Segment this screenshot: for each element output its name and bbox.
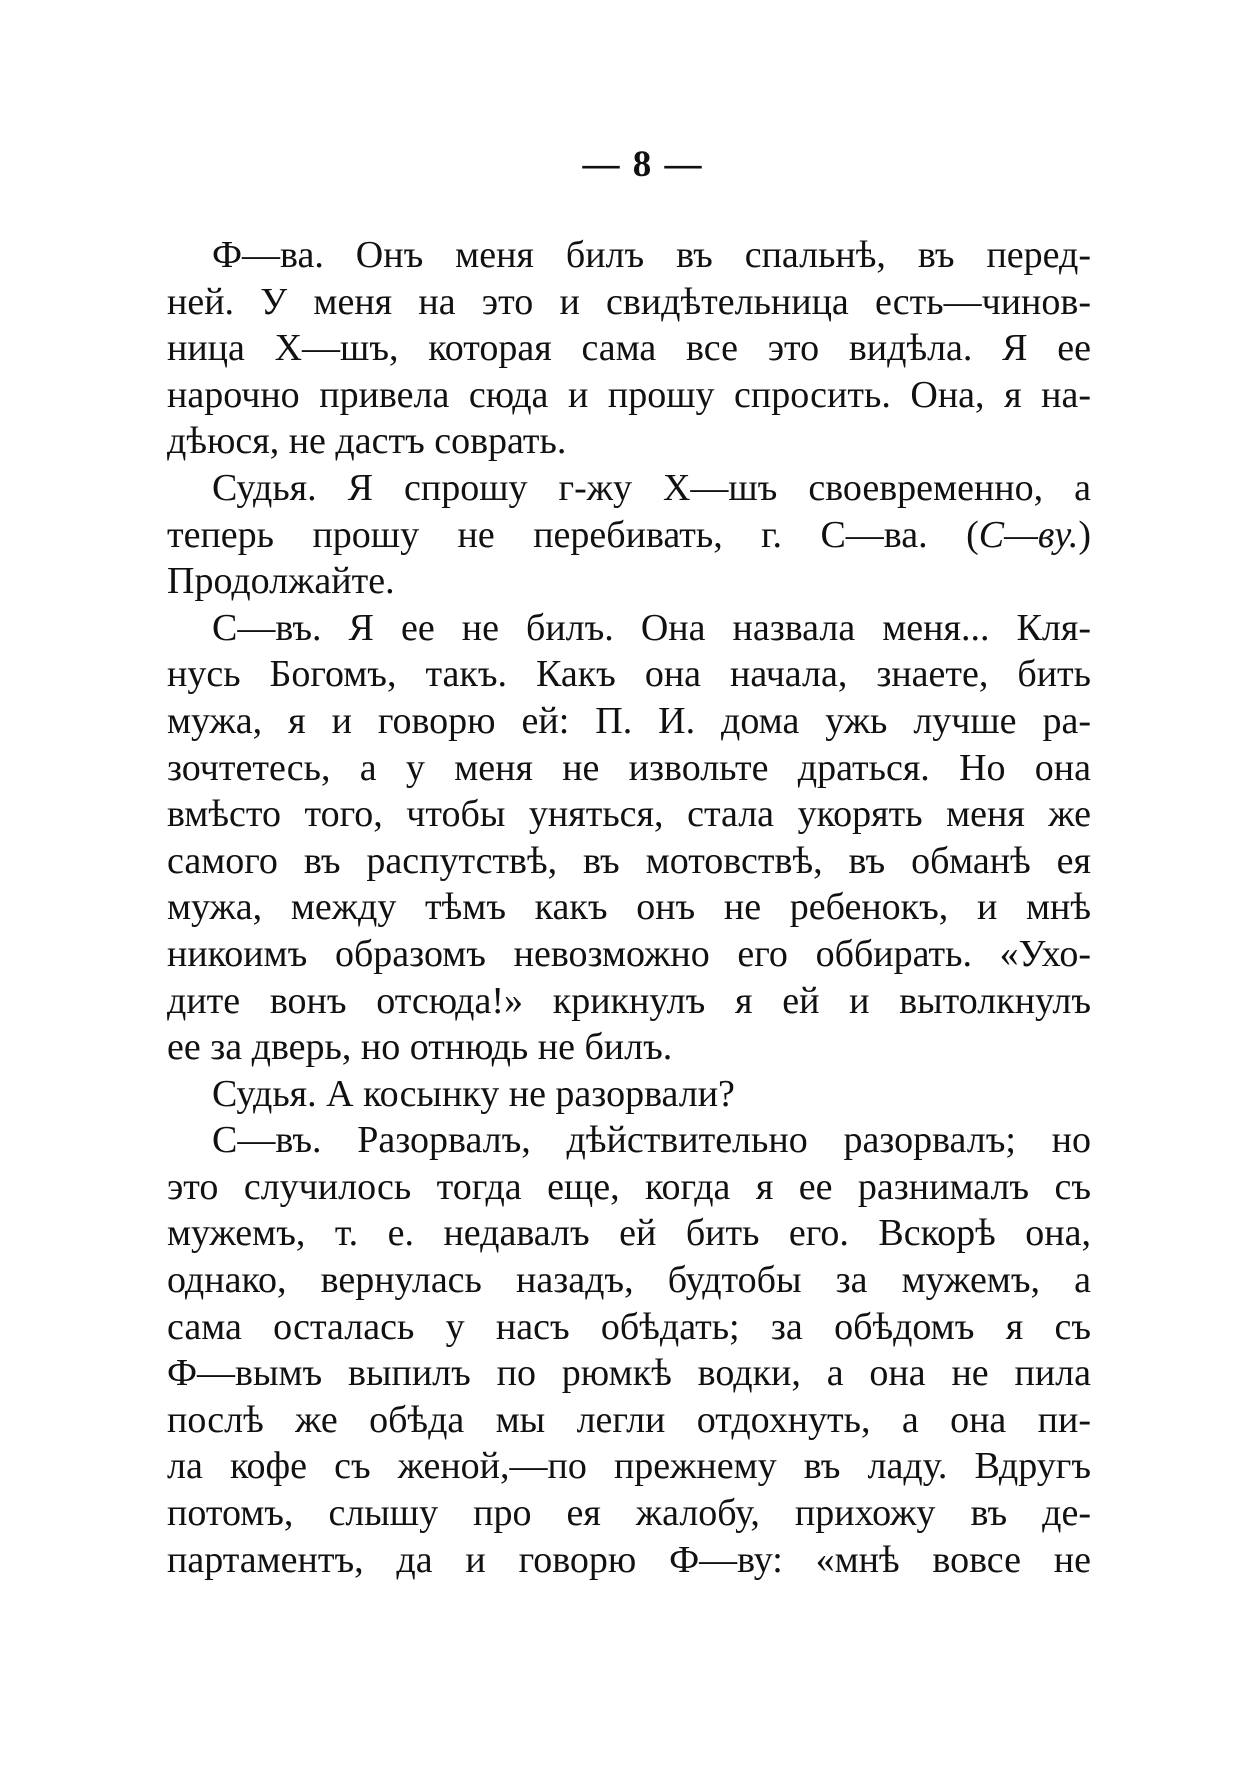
text-line: сама осталась у насъ обѣдать; за обѣдомъ я съ (167, 1305, 1091, 1348)
text-line: С—въ. Я ее не билъ. Она назвала меня... Кля- (212, 606, 1091, 649)
page-number: — 8 — (582, 144, 704, 185)
text-line: С—въ. Разорвалъ, дѣйствительно разорвалъ; но (212, 1119, 1091, 1162)
text-line: мужа, я и говорю ей: П. И. дома ужь лучше ра- (167, 699, 1091, 742)
text-line: Судья. Я спрошу г-жу Х—шъ своевременно, а (212, 466, 1091, 509)
text-line: ее за дверь, но отнюдь не билъ. (167, 1026, 673, 1069)
text-line: Судья. А косынку не разорвали? (212, 1072, 735, 1115)
text-line: мужа, между тѣмъ какъ онъ не ребенокъ, и мнѣ (167, 886, 1091, 929)
text-line: Продолжайте. (167, 560, 395, 603)
text-line: вмѣсто того, чтобы уняться, стала укорять меня же (167, 793, 1091, 836)
text-line: это случилось тогда еще, когда я ее разнималъ съ (167, 1165, 1091, 1208)
text-line: ней. У меня на это и свидѣтельница есть—чинов- (167, 280, 1091, 323)
text-line: мужемъ, т. е. недавалъ ей бить его. Вскорѣ она, (167, 1212, 1091, 1255)
text-line: ла кофе съ женой,—по прежнему въ ладу. Вдругъ (167, 1445, 1091, 1488)
text-line: никоимъ образомъ невозможно его оббирать. «Ухо- (167, 932, 1091, 975)
text-segment: теперь прошу не перебивать, г. С—ва. ( (167, 513, 979, 556)
text-line: нарочно привела сюда и прошу спросить. Она, я на- (167, 373, 1091, 416)
text-line: дите вонъ отсюда!» крикнулъ я ей и вытолкнулъ (167, 979, 1091, 1022)
text-line: послѣ же обѣда мы легли отдохнуть, а она пи- (167, 1398, 1091, 1441)
book-page (167, 140, 1091, 1583)
text-line: однако, вернулась назадъ, будтобы за мужемъ, а (167, 1259, 1091, 1302)
text-line: потомъ, слышу про ея жалобу, прихожу въ де- (167, 1492, 1091, 1535)
text-line (167, 512, 1091, 559)
text-line: ница Х—шъ, которая сама все это видѣла. Я ее (167, 327, 1091, 370)
text-line: зочтетесь, а у меня не извольте драться. Но она (167, 746, 1091, 789)
text-line: партаментъ, да и говорю Ф—ву: «мнѣ вовсе не (167, 1538, 1091, 1581)
text-line: дѣюся, не дастъ соврать. (167, 420, 567, 463)
text-line: Ф—ва. Онъ меня билъ въ спальнѣ, въ перед- (212, 234, 1091, 276)
text-line: Ф—вымъ выпилъ по рюмкѣ водки, а она не пила (167, 1352, 1091, 1395)
text-segment: ) (1078, 513, 1091, 556)
text-line: самого въ распутствѣ, въ мотовствѣ, въ обманѣ ея (167, 839, 1091, 882)
text-line: нусь Богомъ, такъ. Какъ она начала, знаете, бить (167, 653, 1091, 696)
stage-direction: С—ву. (978, 513, 1079, 556)
